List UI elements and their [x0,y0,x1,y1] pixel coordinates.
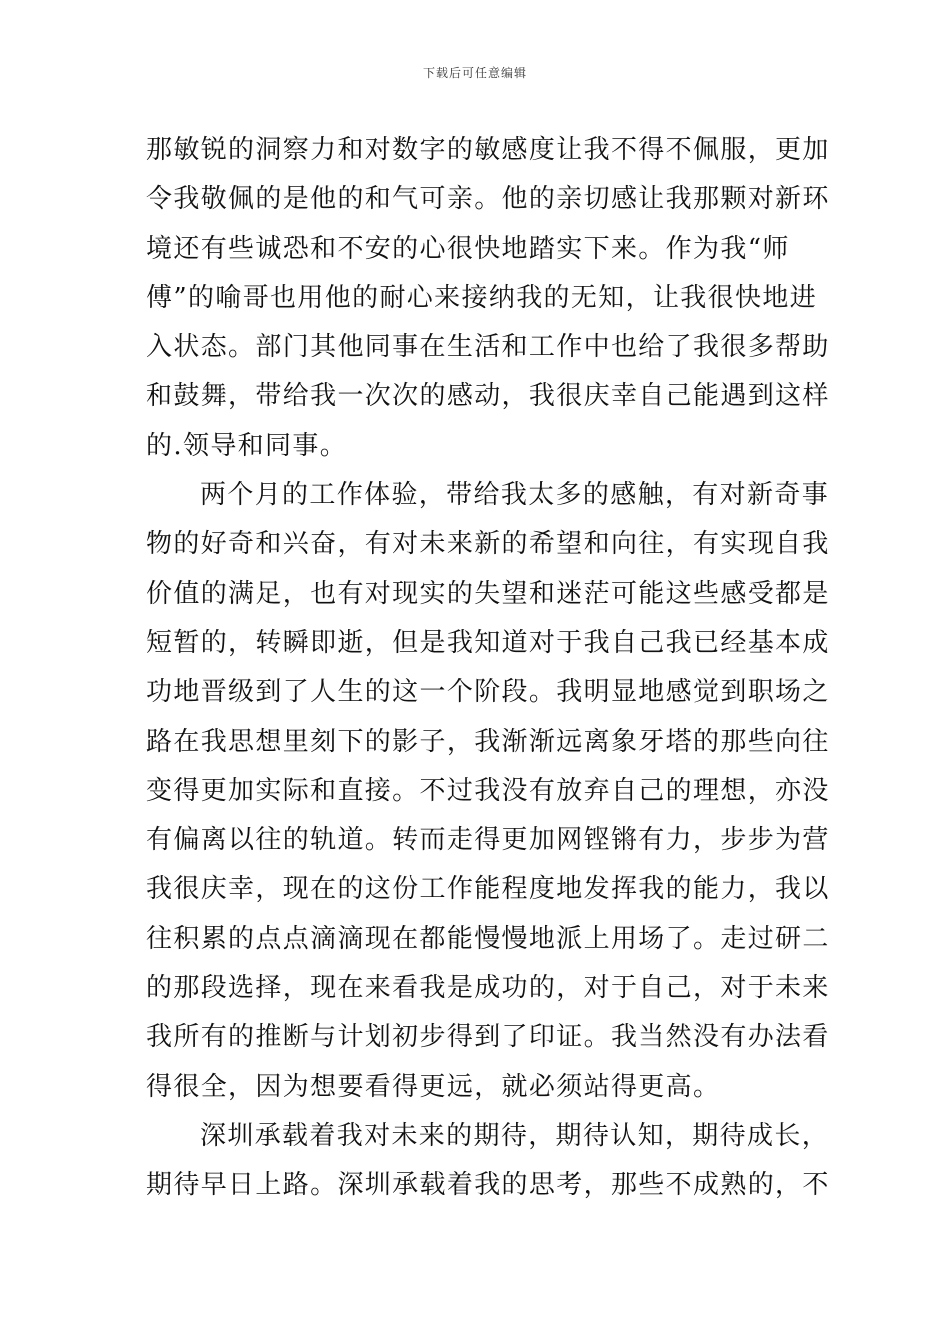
text-line: 傅”的喻哥也用他的耐心来接纳我的无知，让我很快地进 [146,282,818,313]
text-line: 和鼓舞，带给我一次次的感动，我很庆幸自己能遇到这样 [146,381,830,412]
text-line: 变得更加实际和直接。不过我没有放弃自己的理想，亦没 [146,775,830,806]
text-line: 价值的满足，也有对现实的失望和迷茫可能这些感受都是 [146,578,830,609]
text-line: 我很庆幸，现在的这份工作能程度地发挥我的能力，我以 [146,874,830,905]
text-line: 有偏离以往的轨道。转而走得更加网铿锵有力，步步为营 [146,825,830,856]
text-line: 短暂的，转瞬即逝，但是我知道对于我自己我已经基本成 [146,627,830,658]
text-line: 入状态。部门其他同事在生活和工作中也给了我很多帮助 [146,332,830,363]
paragraph-first-line: 深圳承载着我对未来的期待，期待认知，期待成长， [200,1120,830,1151]
text-line: 的.领导和同事。 [146,430,348,461]
text-line: 令我敬佩的是他的和气可亲。他的亲切感让我那颗对新环 [146,184,830,215]
text-line: 期待早日上路。深圳承载着我的思考，那些不成熟的，不 [146,1170,830,1201]
text-line: 功地晋级到了人生的这一个阶段。我明显地感觉到职场之 [146,677,830,708]
page-header-note: 下载后可任意编辑 [422,66,527,80]
document-body [146,126,830,1211]
text-line: 物的好奇和兴奋，有对未来新的希望和向往，有实现自我 [146,529,830,560]
text-line: 往积累的点点滴滴现在都能慢慢地派上用场了。走过研二 [146,923,830,954]
text-line: 我所有的推断与计划初步得到了印证。我当然没有办法看 [146,1022,830,1053]
paragraph-first-line: 两个月的工作体验，带给我太多的感触，有对新奇事 [200,480,830,511]
text-line: 境还有些诚恐和不安的心很快地踏实下来。作为我“师 [146,233,790,264]
text-line: 那敏锐的洞察力和对数字的敏感度让我不得不佩服，更加 [146,135,830,165]
text-line: 路在我思想里刻下的影子，我渐渐远离象牙塔的那些向往 [146,726,830,757]
text-line: 的那段选择，现在来看我是成功的，对于自己，对于未来 [146,973,830,1004]
text-line: 得很全，因为想要看得更远，就必须站得更高。 [146,1071,721,1102]
